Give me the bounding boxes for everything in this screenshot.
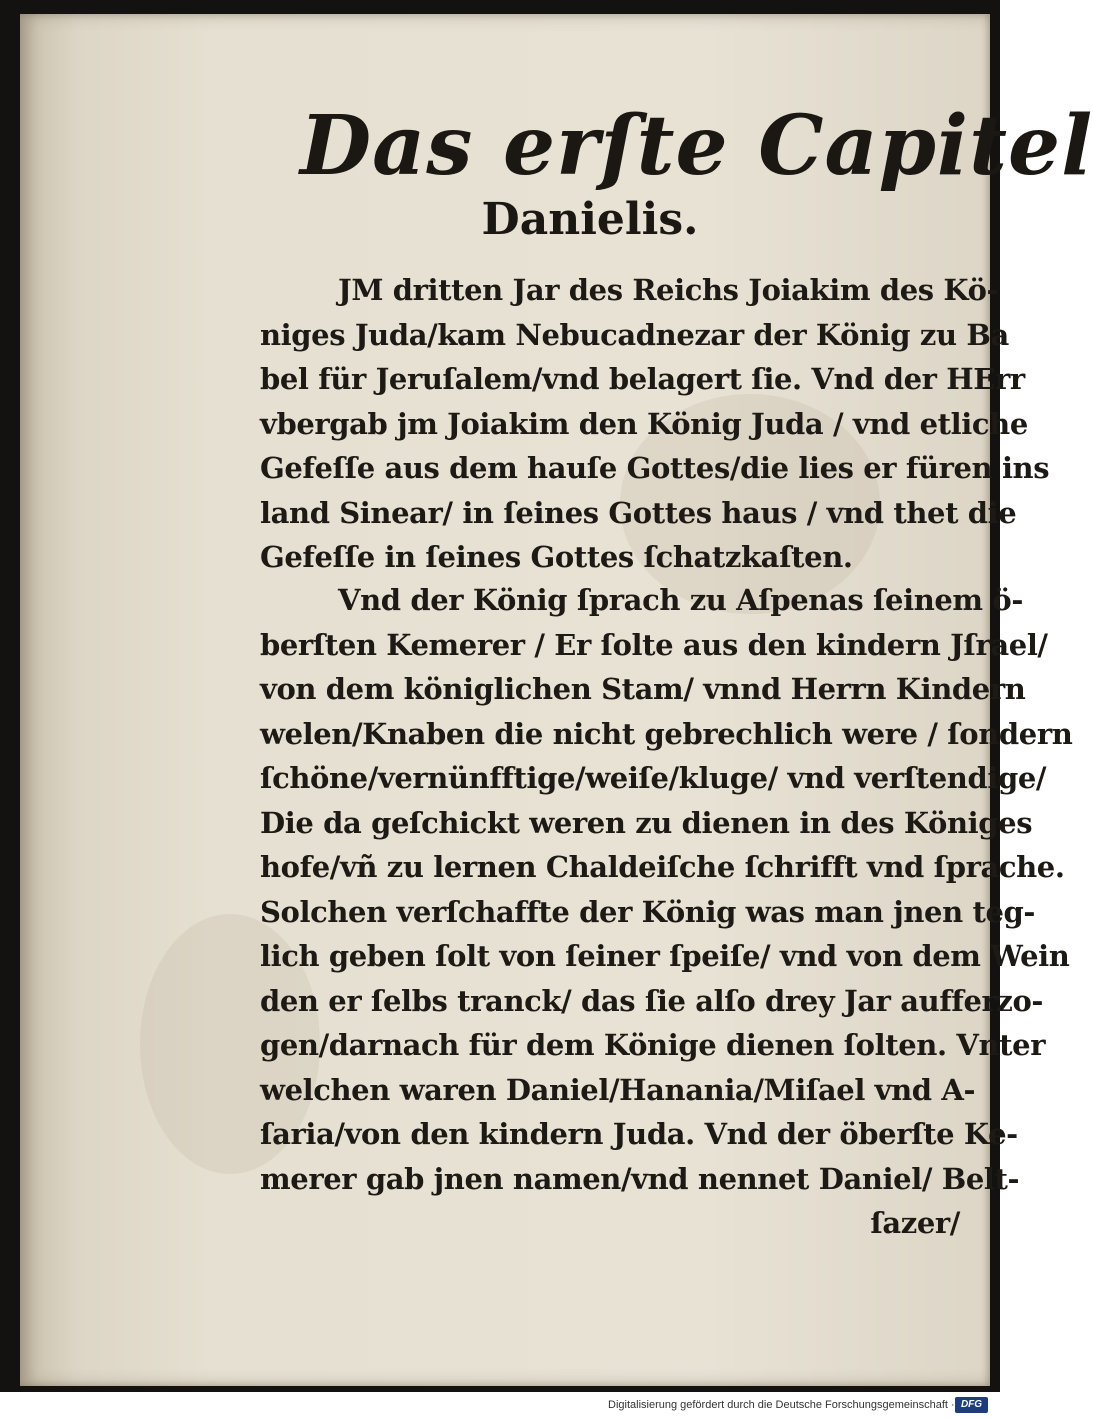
chapter-subtitle: Danielis. [481, 194, 699, 245]
text-line: lich geben ſolt von ſeiner ſpeiſe/ vnd von dem Wein [260, 939, 1070, 973]
funding-credit: Digitalisierung gefördert durch die Deutsche Forschungsgemeinschaft · [608, 1399, 955, 1411]
text-line: Gefeſſe in ſeines Gottes ſchatzkaſten. [260, 540, 853, 574]
chapter-title: Das erſte Capitel [300, 98, 1093, 194]
text-line: vbergab jm Joiakim den König Juda / vnd etliche [260, 406, 1028, 441]
text-line: niges Juda/kam Nebucadnezar der König zu Ba [260, 317, 1009, 352]
text-line: JM dritten Jar des Reichs Joiakim des Kö- [338, 273, 999, 307]
text-line: bel für Jeruſalem/vnd belagert ſie. Vnd der HErr [260, 362, 1025, 396]
text-line: den er ſelbs tranck/ das ſie alſo drey Jar aufferzo- [260, 983, 1044, 1018]
text-line: Die da geſchickt weren zu dienen in des Königes [260, 805, 1033, 840]
text-line: ſchöne/vernünfftige/weiſe/kluge/ vnd verſtendige/ [260, 761, 1047, 795]
text-line: Gefeſſe aus dem hauſe Gottes/die lies er füren ins [260, 451, 1050, 485]
text-line: welchen waren Daniel/Hanania/Miſael vnd A- [260, 1072, 976, 1107]
paragraph-1 [260, 268, 1050, 580]
paragraph-2 [260, 578, 1073, 1246]
text-line: land Sinear/ in ſeines Gottes haus / vnd thet die [260, 495, 1017, 530]
text-line: merer gab jnen namen/vnd nennet Daniel/ Belt- [260, 1161, 1020, 1196]
text-line: von dem königlichen Stam/ vnnd Herrn Kindern [260, 672, 1026, 706]
text-line: berſten Kemerer / Er ſolte aus den kindern Jſrael/ [260, 627, 1048, 662]
text-line: welen/Knaben die nicht gebrechlich were / ſondern [260, 716, 1073, 751]
dfg-logo: DFG [955, 1397, 988, 1413]
text-line: Vnd der König ſprach zu Aſpenas ſeinem ö- [338, 583, 1023, 617]
text-line: ſaria/von den kindern Juda. Vnd der öberſte Ke- [260, 1117, 1018, 1151]
text-line: gen/darnach für dem Könige dienen ſolten. Vnter [260, 1028, 1046, 1062]
text-line: Solchen verſchaffte der König was man jnen teg- [260, 894, 1036, 929]
catchword: ſazer/ [870, 1206, 960, 1240]
text-line: hofe/vñ zu lernen Chaldeiſche ſchrifft vnd ſprache. [260, 850, 1065, 884]
